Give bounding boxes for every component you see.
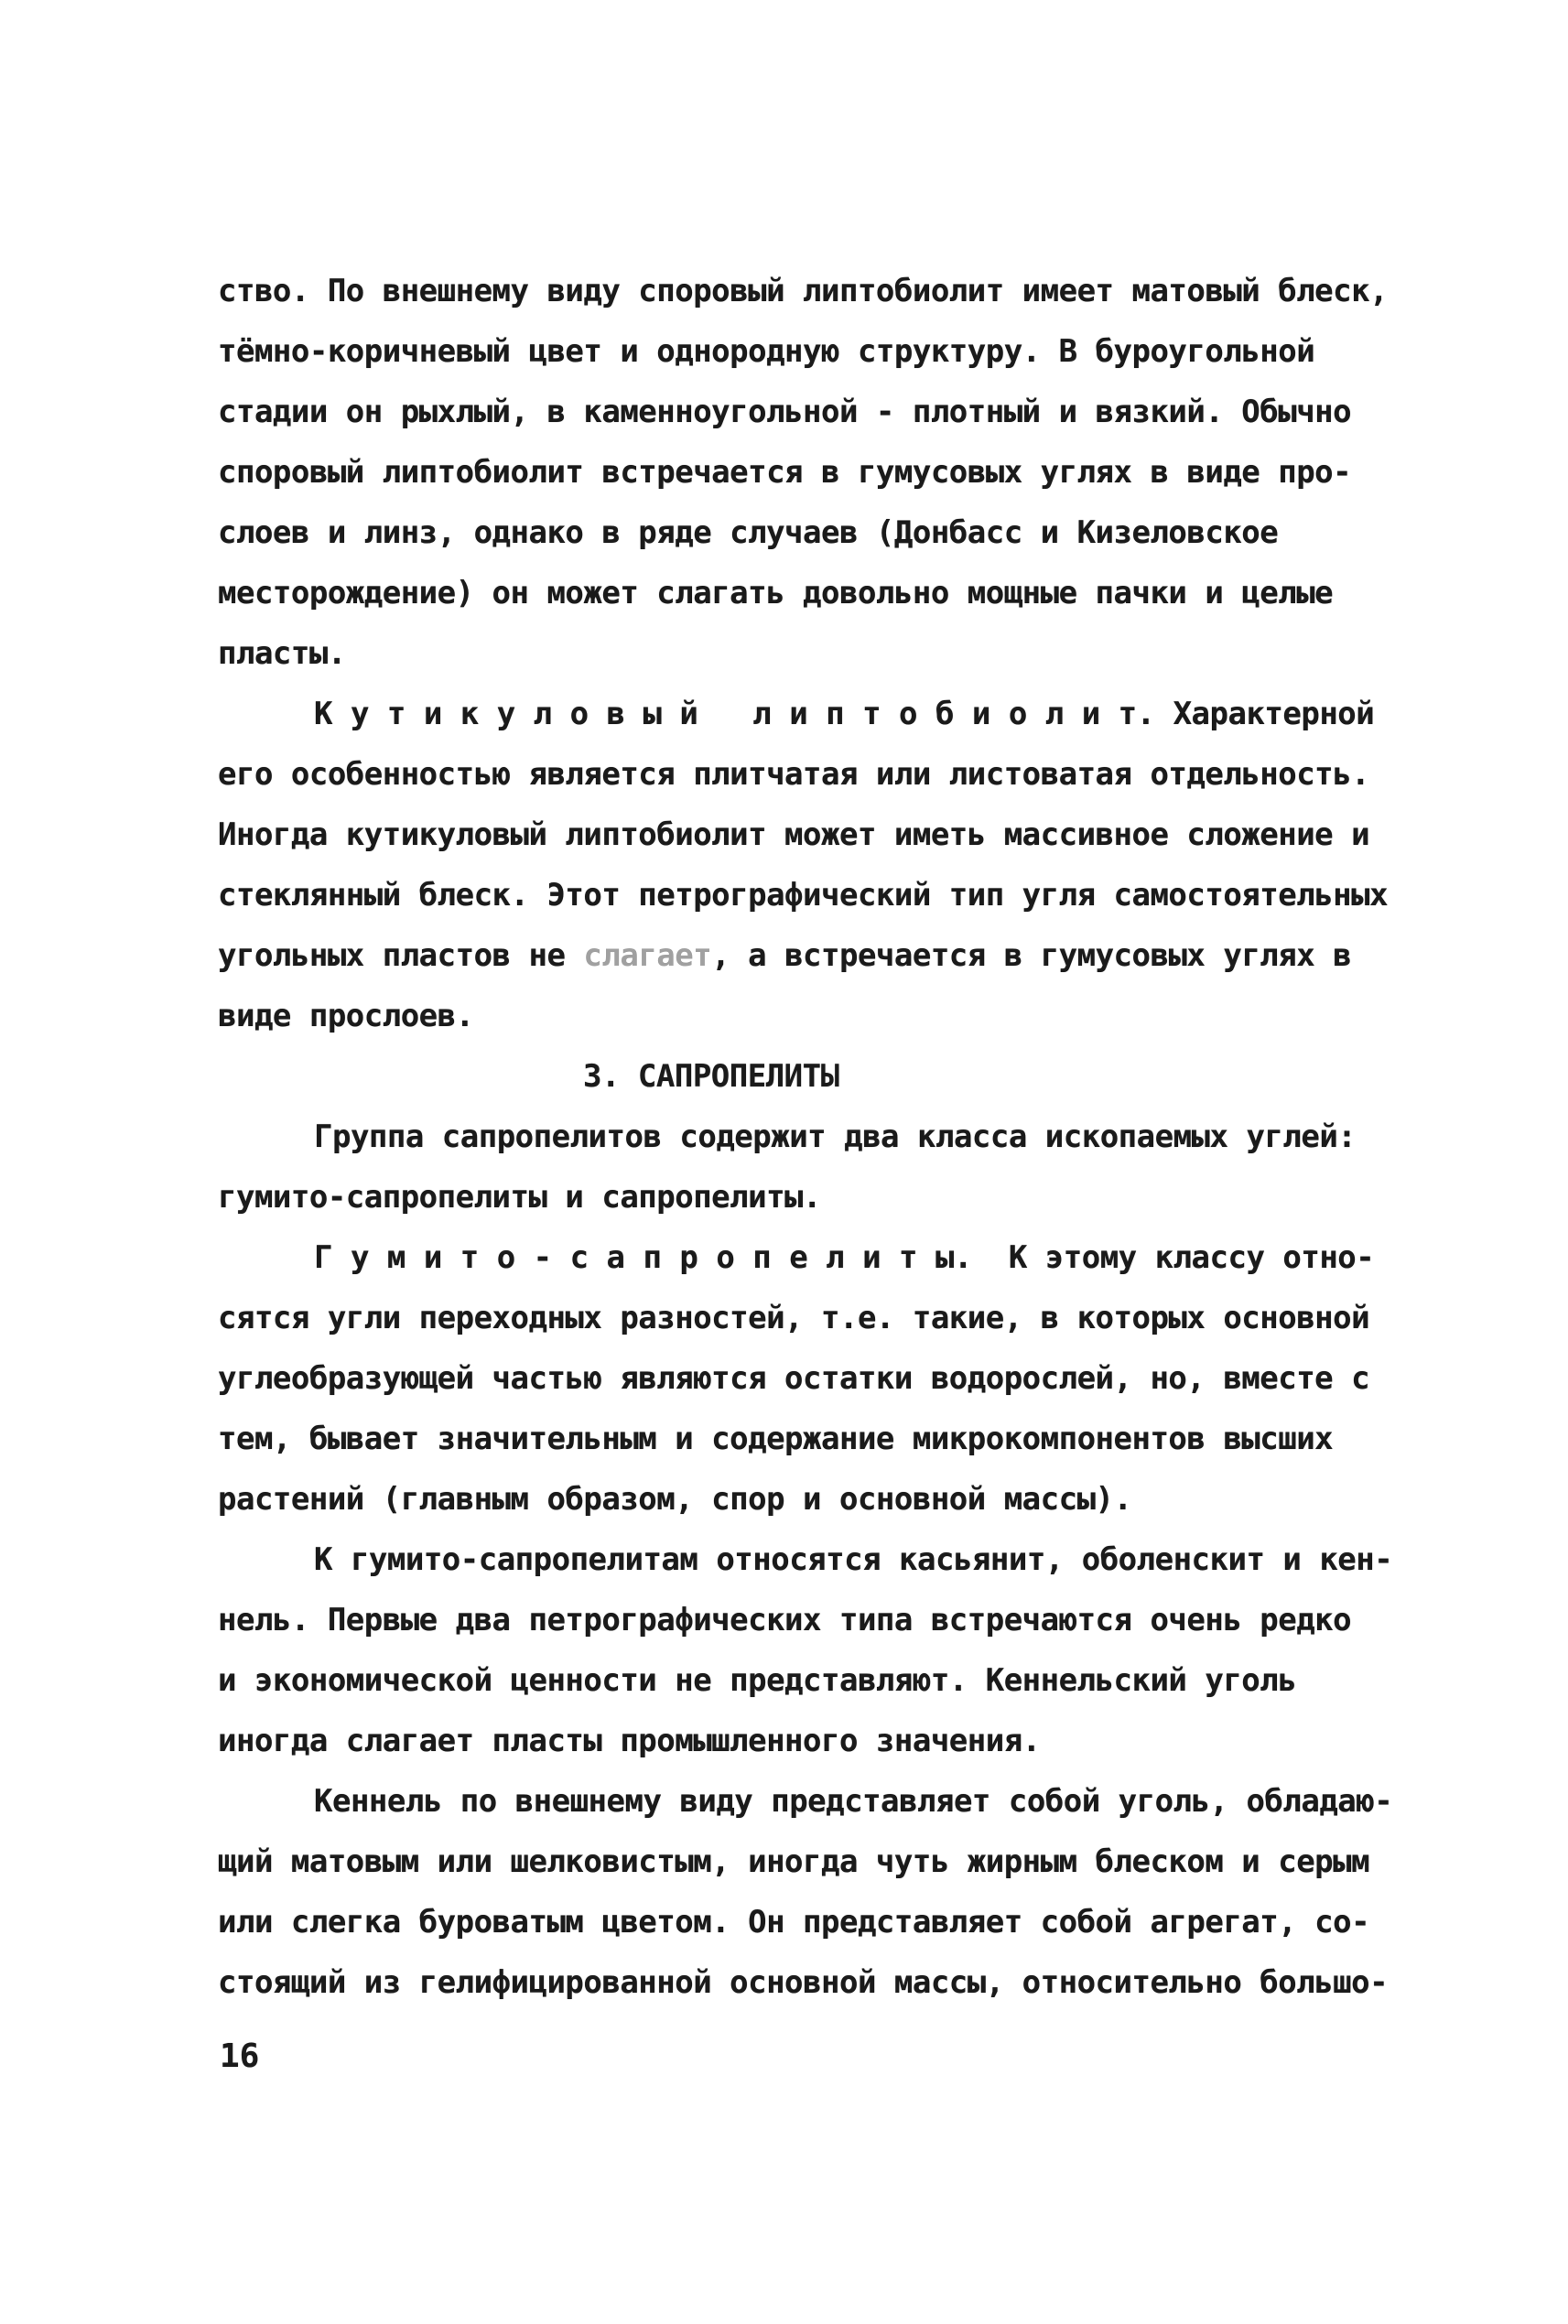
text-line: стеклянный блеск. Этот петрографический тип угля самостоятельных (218, 877, 1389, 913)
text-line: тем, бывает значительным и содержание микрокомпонентов высших (218, 1421, 1334, 1457)
text-line: ство. По внешнему виду споровый липтобиолит имеет матовый блеск, (218, 273, 1389, 309)
text-segment: угольных пластов не (218, 937, 584, 974)
text-line: месторождение) он может слагать довольно мощные пачки и целые (218, 575, 1334, 611)
text-line: Группа сапропелитов содержит два класса ископаемых углей: (314, 1119, 1357, 1155)
text-line (218, 925, 1426, 986)
text-line: Г у м и т о - с а п р о п е л и т ы. К этому классу отно- (314, 1239, 1375, 1276)
text-line: и экономической ценности не представляют. Кеннельский уголь (218, 1662, 1297, 1699)
text-line: Кеннель по внешнему виду представляет собой уголь, обладаю- (314, 1783, 1393, 1820)
text-line: растений (главным образом, спор и основной массы). (218, 1481, 1132, 1518)
page-number: 16 (220, 2038, 260, 2075)
text-line: тёмно-коричневый цвет и однородную структуру. В буроугольной (218, 333, 1315, 370)
text-line: углеобразующей частью являются остатки водорослей, но, вместе с (218, 1360, 1370, 1397)
text-line: иногда слагает пласты промышленного значения. (218, 1723, 1041, 1759)
text-line: Иногда кутикуловый липтобиолит может иметь массивное сложение и (218, 816, 1370, 853)
text-line: сятся угли переходных разностей, т.е. такие, в которых основной (218, 1300, 1370, 1336)
faint-word: слагает (583, 937, 712, 974)
text-line: нель. Первые два петрографических типа встречаются очень редко (218, 1602, 1352, 1638)
text-line: споровый липтобиолит встречается в гумусовых углях в виде про- (218, 454, 1352, 491)
text-line: стоящий из гелифицированной основной массы, относительно большо- (218, 1964, 1389, 2001)
text-line: гумито-сапропелиты и сапропелиты. (218, 1179, 822, 1216)
text-line: щий матовым или шелковистым, иногда чуть жирным блеском и серым (218, 1843, 1370, 1880)
text-line: стадии он рыхлый, в каменноугольной - плотный и вязкий. Обычно (218, 394, 1352, 430)
text-line: его особенностью является плитчатая или листоватая отдельность. (218, 756, 1370, 793)
section-heading: 3. САПРОПЕЛИТЫ (583, 1058, 839, 1095)
text-segment: , а встречается в гумусовых углях в (711, 937, 1352, 974)
text-line: К гумито-сапропелитам относятся касьянит, оболенскит и кен- (314, 1541, 1393, 1578)
text-line: слоев и линз, однако в ряде случаев (Донбасс и Кизеловское (218, 514, 1279, 551)
text-line: или слегка буроватым цветом. Он представляет собой агрегат, со- (218, 1904, 1370, 1940)
text-line: пласты. (218, 635, 346, 672)
text-block (218, 261, 1426, 2013)
text-line: виде прослоев. (218, 998, 474, 1034)
text-line: К у т и к у л о в ы й л и п т о б и о л и т. Характерной (314, 696, 1375, 732)
